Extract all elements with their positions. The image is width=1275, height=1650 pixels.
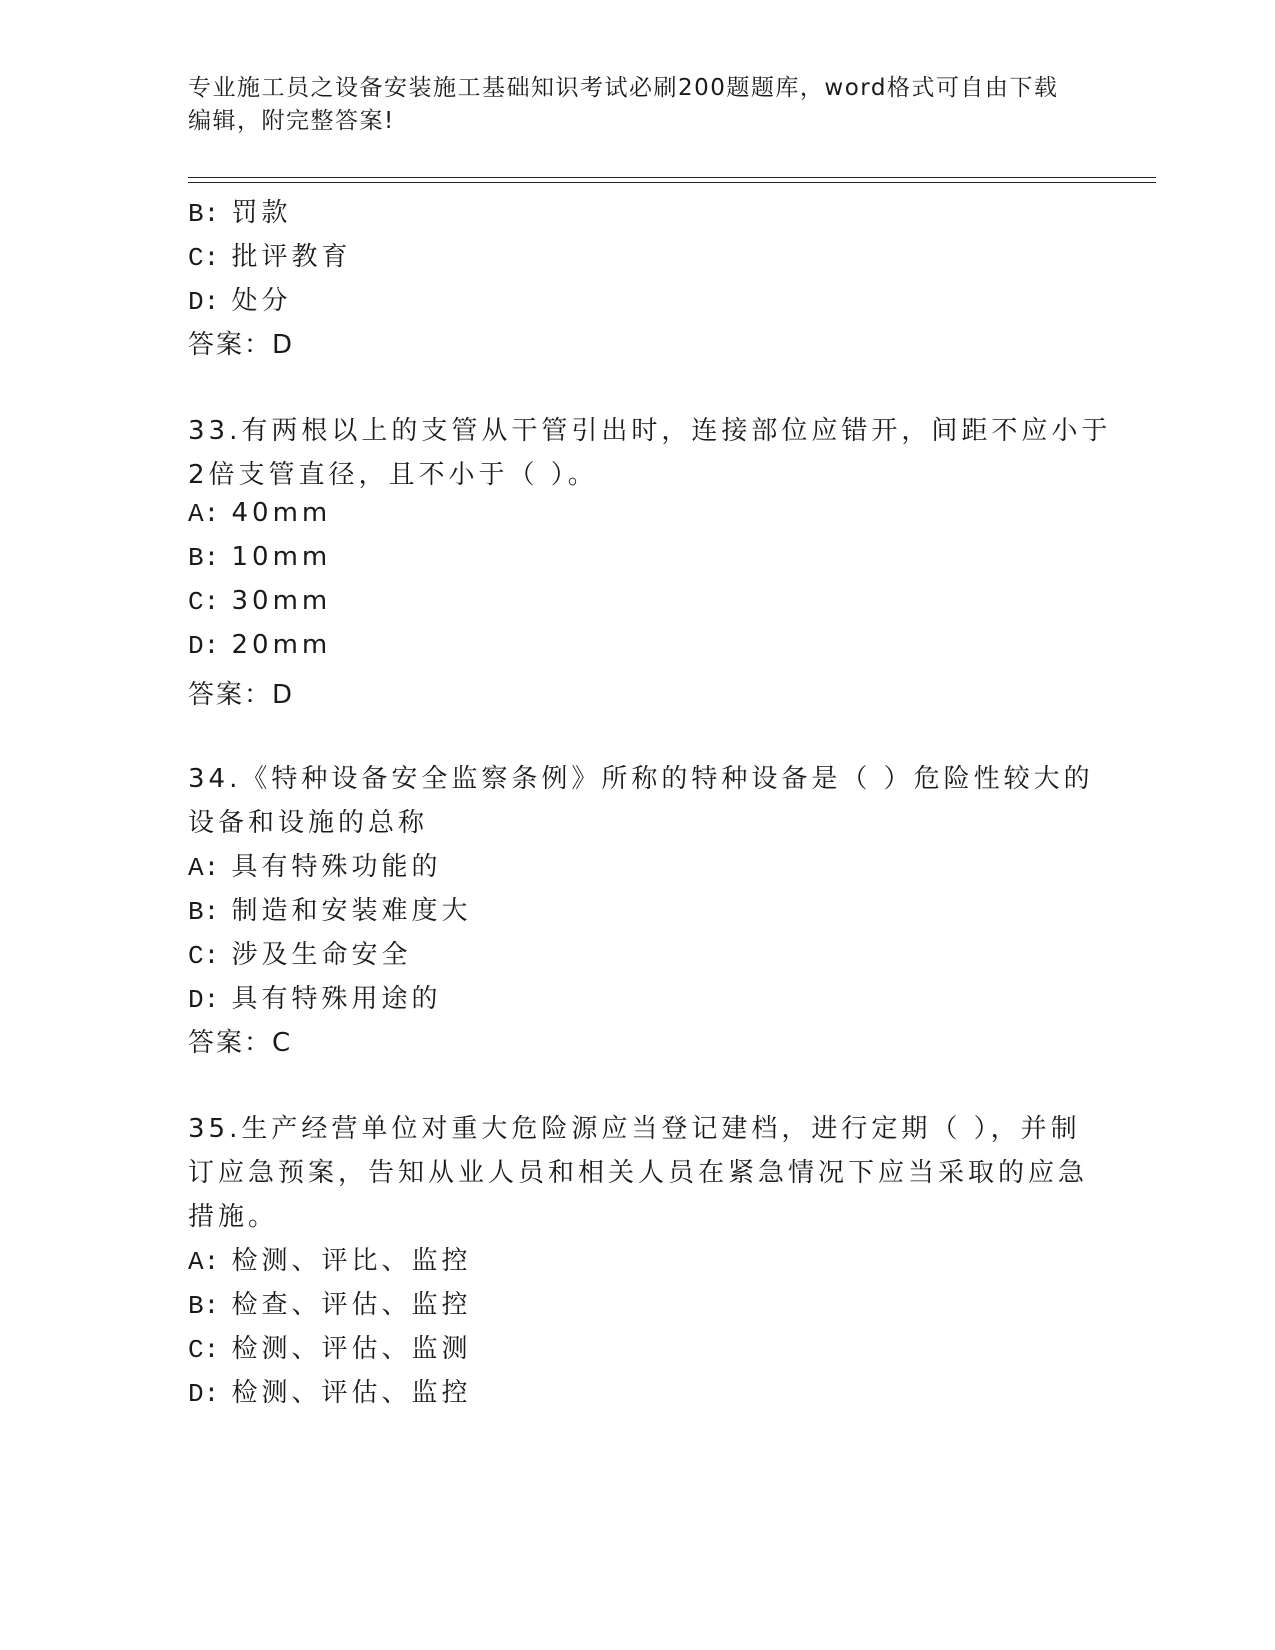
q33-answer: 答案：D: [188, 680, 295, 710]
header-line-1: 专业施工员之设备安装施工基础知识考试必刷200题题库，word格式可自由下载: [188, 75, 1059, 101]
q35-option-d: D: 检测、评估、监控: [188, 1378, 472, 1409]
q33-option-b: B: 10mm: [188, 542, 332, 573]
q32-option-b: B: 罚款: [188, 198, 292, 229]
document-header: [188, 72, 1088, 138]
header-line-2: 编辑，附完整答案!: [188, 108, 395, 134]
q33-option-c: C: 30mm: [188, 586, 332, 617]
q35-option-b: B: 检查、评估、监控: [188, 1290, 472, 1321]
q34-stem-line-2: 设备和设施的总称: [188, 808, 429, 838]
q35-stem-line-1: 35.生产经营单位对重大危险源应当登记建档，进行定期（ ），并制: [188, 1114, 1081, 1144]
q33-stem-line-2: 2倍支管直径，且不小于（ ）。: [188, 460, 598, 490]
q32-option-d: D: 处分: [188, 286, 292, 317]
q34-option-a: A: 具有特殊功能的: [188, 852, 442, 883]
q33-option-a: A: 40mm: [188, 498, 332, 529]
q34-option-d: D: 具有特殊用途的: [188, 984, 442, 1015]
header-divider-bottom: [188, 182, 1156, 183]
q33-option-d: D: 20mm: [188, 630, 332, 661]
q34-option-b: B: 制造和安装难度大: [188, 896, 472, 927]
q35-stem-line-2: 订应急预案，告知从业人员和相关人员在紧急情况下应当采取的应急: [188, 1158, 1089, 1188]
q32-answer: 答案：D: [188, 330, 295, 360]
q34-stem-line-1: 34.《特种设备安全监察条例》所称的特种设备是（ ）危险性较大的: [188, 764, 1094, 794]
q32-option-c: C: 批评教育: [188, 242, 352, 273]
header-divider-top: [188, 177, 1156, 178]
q33-stem-line-1: 33.有两根以上的支管从干管引出时，连接部位应错开，间距不应小于: [188, 416, 1112, 446]
q35-stem-line-3: 措施。: [188, 1202, 279, 1232]
q34-answer: 答案：C: [188, 1028, 293, 1058]
q34-option-c: C: 涉及生命安全: [188, 940, 412, 971]
q35-option-a: A: 检测、评比、监控: [188, 1246, 472, 1277]
q35-option-c: C: 检测、评估、监测: [188, 1334, 472, 1365]
